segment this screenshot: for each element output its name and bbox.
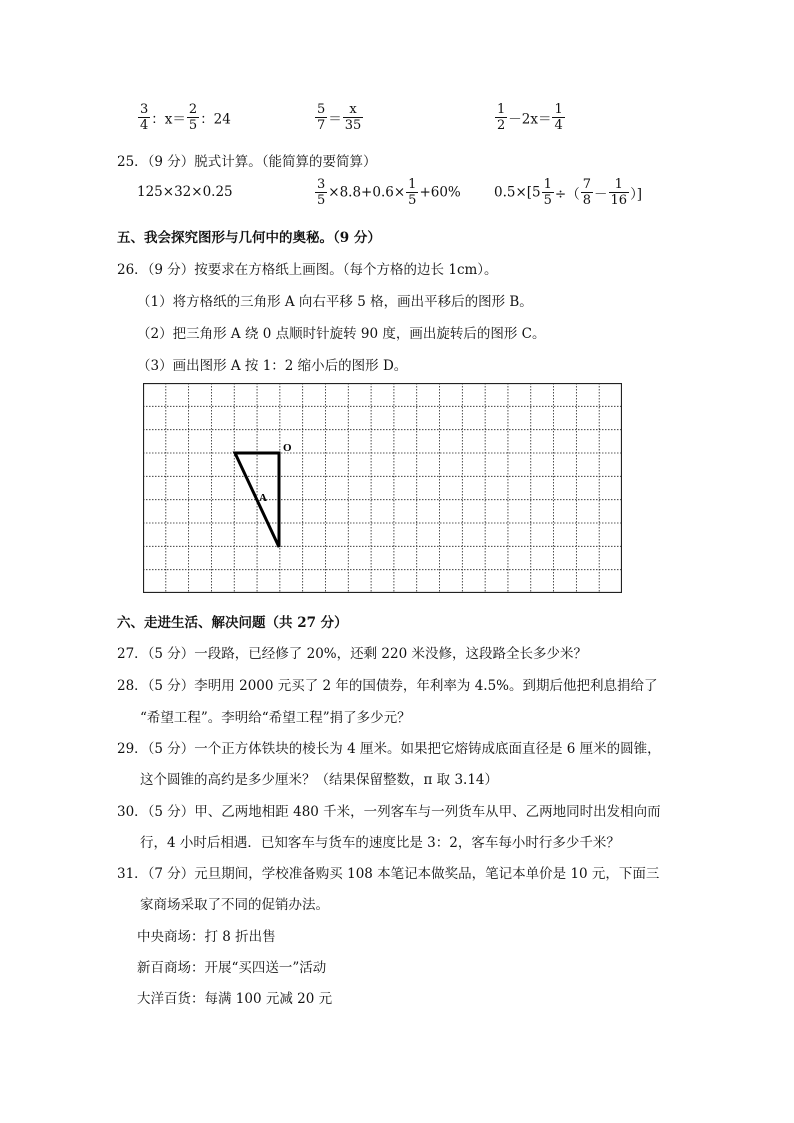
question-31-line-2: 家商场采取了不同的促销办法。: [140, 897, 329, 913]
question-26-step-2: （2）把三角形 A 绕 0 点顺时针旋转 90 度，画出旋转后的图形 C。: [137, 326, 546, 342]
fraction: $\frac{3}{5}$: [317, 177, 326, 208]
fraction: $\frac{1}{5}$: [543, 177, 552, 208]
question-30-line-2: 行，4 小时后相遇．已知客车与货车的速度比是 3：2，客车每小时行多少千米？: [140, 835, 620, 851]
equation-3: $\frac{1}{2}$ －2x＝ $\frac{1}{4}$: [497, 102, 563, 133]
question-26-step-1: （1）将方格纸的三角形 A 向右平移 5 格，画出平移后的图形 B。: [137, 294, 533, 310]
question-27: 27．（5 分）一段路，已经修了 20%，还剩 220 米没修，这段路全长多少米？: [117, 646, 587, 662]
question-30-line-1: 30．（5 分）甲、乙两地相距 480 千米，一列客车与一列货车从甲、乙两地同时出发相向而: [117, 804, 661, 820]
question-28-line-2: “希望工程”。李明给“希望工程”捐了多少元？: [140, 710, 411, 726]
section-6-title: 六、走进生活、解决问题（共 27 分）: [117, 615, 348, 631]
calc-1: 125×32×0.25: [137, 184, 233, 200]
grid-paper: [143, 383, 622, 593]
offer-3: 大洋百货：每满 100 元减 20 元: [137, 991, 333, 1007]
fraction: $\frac{1}{5}$: [408, 177, 417, 208]
grid-lines: [143, 383, 622, 593]
question-26-step-3: （3）画出图形 A 按 1：2 缩小后的图形 D。: [137, 358, 408, 374]
fraction: $\frac{1}{2}$: [497, 102, 506, 133]
fraction: $\frac{2}{5}$: [188, 102, 198, 133]
equation-2: $\frac{5}{7}$ ＝ $\frac{x}{35}$: [317, 102, 362, 133]
question-29-line-1: 29．（5 分）一个正方体铁块的棱长为 4 厘米。如果把它熔铸成底面直径是 6 厘米的圆锥，: [117, 741, 661, 757]
fraction: $\frac{5}{7}$: [317, 102, 326, 133]
fraction: $\frac{3}{4}$: [140, 102, 149, 133]
question-29-line-2: 这个圆锥的高约是多少厘米？（结果保留整数，π 取 3.14）: [140, 772, 499, 788]
label-a: A: [259, 492, 267, 504]
question-25: 25．（9 分）脱式计算。（能简算的要简算）: [117, 154, 377, 170]
label-o: O: [283, 442, 292, 454]
equation-1: $\frac{3}{4}$ ：x＝ $\frac{2}{5}$ ：24: [140, 102, 231, 133]
calc-3: 0.5×[5 $\frac{1}{5}$ ÷（ $\frac{7}{8}$ － $\frac{1}{16}$ ）]: [494, 177, 643, 208]
fraction: $\frac{1}{4}$: [554, 102, 563, 133]
question-31-line-1: 31．（7 分）元旦期间，学校准备购买 108 本笔记本做奖品，笔记本单价是 10 元，下面三: [117, 866, 660, 882]
calc-2: $\frac{3}{5}$ ×8.8+0.6× $\frac{1}{5}$ +60%: [317, 177, 461, 208]
offer-2: 新百商场：开展“买四送一”活动: [137, 960, 327, 976]
fraction: $\frac{x}{35}$: [344, 102, 362, 133]
question-26: 26．（9 分）按要求在方格纸上画图。（每个方格的边长 1cm）。: [117, 262, 498, 278]
fraction: $\frac{1}{16}$: [610, 177, 628, 208]
fraction: $\frac{7}{8}$: [582, 177, 592, 208]
offer-1: 中央商场：打 8 折出售: [137, 929, 276, 945]
section-5-title: 五、我会探究图形与几何中的奥秘。（9 分）: [117, 230, 381, 246]
question-28-line-1: 28．（5 分）李明用 2000 元买了 2 年的国债券，年利率为 4.5%。到期后他把利息捐给了: [117, 678, 658, 694]
